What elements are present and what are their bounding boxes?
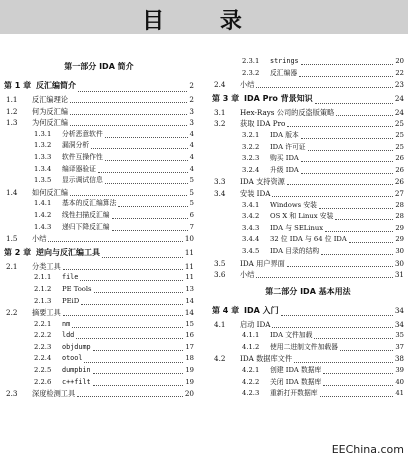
toc-number: 1.2 [6,106,18,116]
toc-subsection [212,377,404,389]
toc-title: 创建 IDA 数据库 [270,366,322,375]
toc-subsection [212,234,404,246]
toc-number: 3.4.3 [242,223,260,232]
toc-number: 3.3 [214,177,226,187]
toc-title: 编译器验证 [62,164,96,173]
toc-number: 1.3.3 [34,152,52,161]
toc-subsection [212,153,404,165]
toc-number: 2.1.3 [34,296,52,305]
toc-number: 2.3.2 [242,68,260,77]
toc-leader [336,115,393,116]
toc-number: 2.2.4 [34,354,52,363]
toc-title: dumpbin [62,366,91,375]
toc-chapter [212,91,404,107]
toc-leader [319,208,393,209]
toc-title: 何为反汇编 [32,106,68,116]
toc-number: 3.2.3 [242,154,260,163]
toc-number: 4.1.1 [242,331,260,340]
toc-number: 2.2.5 [34,366,52,375]
toc-section [4,94,194,106]
toc-title: 软件互操作性 [62,152,103,161]
toc-page-number: 4 [189,152,194,164]
toc-leader [256,277,393,278]
toc-title: 使用二进制文件加载器 [270,342,338,351]
toc-page-number: 27 [394,188,404,198]
toc-title: IDA 版本 [270,130,299,139]
toc-title: Hex-Rays 公司的反盗版策略 [240,107,335,117]
toc-number: 1.3.2 [34,141,52,150]
toc-section [4,233,194,245]
toc-column-left [4,56,194,400]
toc-number: 第 4 章 [212,305,240,315]
toc-page-number: 23 [394,80,404,90]
toc-subsection [4,284,194,296]
toc-leader [301,138,393,139]
toc-subsection [212,56,404,68]
toc-section [212,188,404,200]
toc-number: 1.3 [6,118,18,128]
toc-subsection [212,246,404,258]
toc-subsection [4,272,194,284]
toc-chapter [4,245,194,261]
toc-number: 2.2.3 [34,342,52,351]
toc-title: 购买 IDA [270,154,299,163]
toc-page-number: 6 [189,210,194,222]
toc-number: 2.2.2 [34,331,52,340]
toc-subsection [4,353,194,365]
toc-leader [93,350,183,351]
toc-page-number: 19 [184,365,194,377]
toc-number: 1.3.4 [34,164,52,173]
toc-page-number: 7 [189,222,194,234]
toc-number: 4.2.1 [242,366,260,375]
toc-subsection [212,142,404,154]
toc-page-number: 15 [184,319,194,331]
toc-number: 1.4.3 [34,222,52,231]
toc-leader [70,102,187,103]
toc-number: 2.3 [6,389,18,399]
toc-number: 2.1.2 [34,284,52,293]
toc-number: 1.4.1 [34,199,52,208]
toc-title: ldd [62,331,75,340]
toc-title: c++filt [62,377,91,386]
toc-leader [105,137,188,138]
toc-title: 线性扫描反汇编 [62,210,110,219]
toc-number: 1.3.1 [34,129,52,138]
toc-subsection [212,388,404,400]
toc-page-number: 17 [184,342,194,354]
toc-number: 第 2 章 [4,247,32,257]
toc-subsection [4,296,194,308]
toc-leader [105,183,188,184]
toc-page-number: 30 [394,246,404,258]
toc-number: 2.2.6 [34,377,52,386]
toc-leader [72,327,183,328]
toc-title: nm [62,319,71,328]
toc-title: file [62,273,79,282]
toc-title: IDA 目录的结构 [270,246,320,255]
toc-section [212,79,404,91]
toc-page-number: 26 [394,153,404,165]
toc-page-number: 28 [394,200,404,212]
toc-page-number: 5 [189,198,194,210]
watermark: EEChina.com [331,443,404,456]
toc-number: 2.3.1 [242,57,260,65]
toc-section [4,106,194,118]
toc-number: 第 3 章 [212,93,240,103]
toc-leader [320,396,393,397]
toc-subsection [212,342,404,354]
toc-leader [98,172,188,173]
toc-subsection [212,365,404,377]
toc-title: 重新打开数据库 [270,389,318,398]
toc-leader [70,195,187,196]
toc-page-number: 35 [394,330,404,342]
toc-leader [349,242,393,243]
toc-page-number: 30 [394,258,404,268]
toc-title: 反汇编简介 [36,81,76,90]
toc-page-number: 40 [394,377,404,389]
toc-title: 反汇编理论 [32,95,68,104]
toc-subsection [4,198,194,210]
toc-number: 2.2.1 [34,319,52,328]
toc-page-number: 19 [184,377,194,389]
toc-subsection [4,152,194,164]
toc-leader [112,230,188,231]
toc-section [212,353,404,365]
toc-title: IDA 支持资源 [240,177,285,187]
toc-title: objdump [62,342,91,351]
toc-leader [308,150,393,151]
toc-number: 2.1.1 [34,273,52,282]
toc-number: 3.5 [214,258,226,268]
toc-title: 显示调试信息 [62,176,103,185]
toc-subsection [212,330,404,342]
toc-banner [0,0,408,34]
toc-title: IDA 许可证 [270,142,306,151]
toc-leader [340,350,393,351]
toc-title: 为何反汇编 [32,118,68,128]
toc-page-number: 4 [189,129,194,141]
toc-leader [301,64,393,65]
toc-title: IDA 与 SELinux [270,223,324,232]
toc-leader [93,385,183,386]
toc-number: 4.2.3 [242,389,260,398]
toc-subsection [212,211,404,223]
toc-title: PEiD [62,296,80,305]
toc-leader [335,219,393,220]
toc-subsection [4,164,194,176]
toc-page-number: 10 [184,234,194,244]
toc-title: 递归下降反汇编 [62,222,110,231]
toc-leader [78,91,187,92]
toc-leader [70,125,187,126]
toc-title: IDA Pro 背景知识 [244,93,313,103]
toc-leader [102,257,183,258]
toc-leader [323,373,393,374]
toc-title: 小结 [240,270,255,280]
toc-page-number: 2 [189,95,194,104]
toc-title: 小结 [32,234,47,244]
toc-page-number: 2 [188,78,194,94]
toc-subsection [4,175,194,187]
toc-column-right [212,56,404,400]
toc-number: 3.1 [214,107,226,117]
toc-subsection [4,222,194,234]
toc-leader [323,385,393,386]
toc-subsection [4,377,194,389]
toc-page-number: 3 [189,106,194,116]
toc-number: 3.6 [214,270,226,280]
toc-leader [63,315,183,316]
toc-title: 分类工具 [32,261,61,271]
toc-number: 1.1 [6,95,18,104]
toc-page-number: 34 [394,319,404,329]
toc-number: 3.4.2 [242,212,260,221]
toc-number: 1.4.2 [34,210,52,219]
toc-subsection [4,342,194,354]
toc-page-number: 14 [184,296,194,308]
toc-leader [91,148,188,149]
toc-part-heading: 第二部分 IDA 基本用法 [265,286,351,296]
toc-leader [287,126,393,127]
toc-number: 4.2 [214,354,226,364]
toc-page-number: 20 [394,56,404,68]
toc-title: 启动 IDA [240,319,271,329]
toc-section [4,261,194,273]
toc-leader [76,338,183,339]
toc-leader [105,160,188,161]
toc-page-number: 11 [184,245,194,261]
toc-leader [272,327,393,328]
toc-title: 升级 IDA [270,165,299,174]
toc-page-number: 5 [189,187,194,197]
toc-page-number: 4 [189,140,194,152]
toc-number: 1.4 [6,187,18,197]
toc-section [4,187,194,199]
toc-subsection [212,130,404,142]
toc-page-number: 38 [394,354,404,364]
toc-section [212,176,404,188]
toc-number: 4.1.2 [242,342,260,351]
toc-title: IDA 用户界面 [240,258,285,268]
toc-page-number: 24 [394,107,404,117]
toc-section [4,117,194,129]
toc-leader [118,206,188,207]
toc-subsection [4,365,194,377]
toc-page-number: 25 [394,130,404,142]
toc-subsection [4,140,194,152]
toc-title: 漏洞分析 [62,141,90,150]
toc-page-number: 13 [184,284,194,296]
toc-number: 4.2.2 [242,377,260,386]
toc-page-number: 37 [394,342,404,354]
toc-leader [93,373,183,374]
toc-number: 3.2 [214,119,226,129]
toc-title: OS X 和 Linux 安装 [270,212,334,221]
toc-page-number: 29 [394,223,404,235]
toc-subsection [212,223,404,235]
toc-leader [301,173,393,174]
toc-leader [256,87,393,88]
toc-leader [112,218,188,219]
toc-number: 3.4 [214,188,226,198]
toc-part-heading: 第一部分 IDA 简介 [64,62,134,71]
toc-page-number: 3 [189,118,194,128]
toc-page-number: 25 [394,142,404,154]
toc-subsection [212,200,404,212]
toc-page-number: 31 [394,270,404,280]
toc-chapter [212,303,404,319]
toc-subsection [212,165,404,177]
toc-leader [77,396,183,397]
toc-leader [287,184,393,185]
toc-title: IDA 入门 [244,305,279,315]
toc-page-number: 26 [394,165,404,177]
toc-section [4,388,194,400]
toc-number: 3.4.4 [242,235,260,244]
toc-section [212,258,404,270]
toc-page-number: 14 [184,308,194,318]
toc-page-number: 34 [394,303,404,319]
toc-leader [84,362,183,363]
toc-number: 2.4 [214,80,226,90]
toc-number: 1.5 [6,234,18,244]
toc-leader [80,280,183,281]
toc-subsection [4,319,194,331]
toc-page-number: 16 [184,330,194,342]
toc-leader [315,103,393,104]
toc-page-number: 25 [394,119,404,129]
toc-subsection [4,210,194,222]
toc-number: 3.4.1 [242,200,260,209]
toc-leader [299,76,393,77]
toc-page-number: 11 [184,272,194,284]
toc-leader [272,196,393,197]
toc-page-number: 22 [394,68,404,80]
toc-title: 深度检测工具 [32,389,76,399]
toc-subsection [4,129,194,141]
toc-title: IDA 文件加载 [270,331,313,340]
toc-title: 分析恶意软件 [62,129,103,138]
toc-number: 第 1 章 [4,81,32,90]
toc-title: 关闭 IDA 数据库 [270,377,322,386]
toc-page-number: 28 [394,211,404,223]
toc-leader [81,304,183,305]
toc-section [212,269,404,281]
toc-title: 基本的反汇编算法 [62,199,117,208]
toc-leader [314,338,393,339]
toc-number: 4.1 [214,319,226,329]
toc-title: 如何反汇编 [32,187,68,197]
toc-leader [287,266,393,267]
toc-section [212,107,404,119]
toc-leader [281,315,393,316]
toc-page-number: 11 [184,261,194,271]
toc-page-number: 4 [189,164,194,176]
toc-page-number: 29 [394,234,404,246]
toc-title: PE Tools [62,284,92,293]
toc-leader [70,114,187,115]
toc-number: 3.2.1 [242,130,260,139]
toc-number: 3.2.4 [242,165,260,174]
toc-page-number: 41 [394,388,404,400]
toc-leader [325,231,393,232]
toc-title: 获取 IDA Pro [240,119,286,129]
toc-title: Windows 安装 [270,200,317,209]
toc-title: 反汇编器 [270,68,298,77]
toc-number: 3.4.5 [242,246,260,255]
toc-page-number: 24 [394,91,404,107]
toc-title: 32 位 IDA 与 64 位 IDA [270,235,347,244]
toc-title: 小结 [240,80,255,90]
toc-leader [294,362,393,363]
toc-leader [321,254,393,255]
toc-section [4,307,194,319]
toc-number: 2.2 [6,308,18,318]
toc-number: 1.3.5 [34,176,52,185]
toc-title: 摘要工具 [32,308,61,318]
toc-section [212,118,404,130]
toc-page-number: 20 [184,389,194,399]
toc-subsection [212,68,404,80]
toc-leader [48,241,183,242]
toc-number: 2.1 [6,261,18,271]
toc-page-number: 26 [394,177,404,187]
toc-number: 3.2.2 [242,142,260,151]
toc-title: 安装 IDA [240,188,271,198]
toc-leader [94,292,183,293]
toc-page-number: 39 [394,365,404,377]
toc-page-number: 5 [189,175,194,187]
toc-section [212,319,404,331]
toc-leader [301,161,393,162]
toc-title: IDA 数据库文件 [240,354,293,364]
toc-title: strings [270,57,299,65]
toc-leader [63,269,183,270]
toc-subsection [4,330,194,342]
toc-page-number: 18 [184,353,194,365]
page-title: 目 录 [142,8,266,34]
toc-title: otool [62,354,83,363]
toc-title: 逆向与反汇编工具 [36,247,100,257]
toc-chapter [4,78,194,94]
